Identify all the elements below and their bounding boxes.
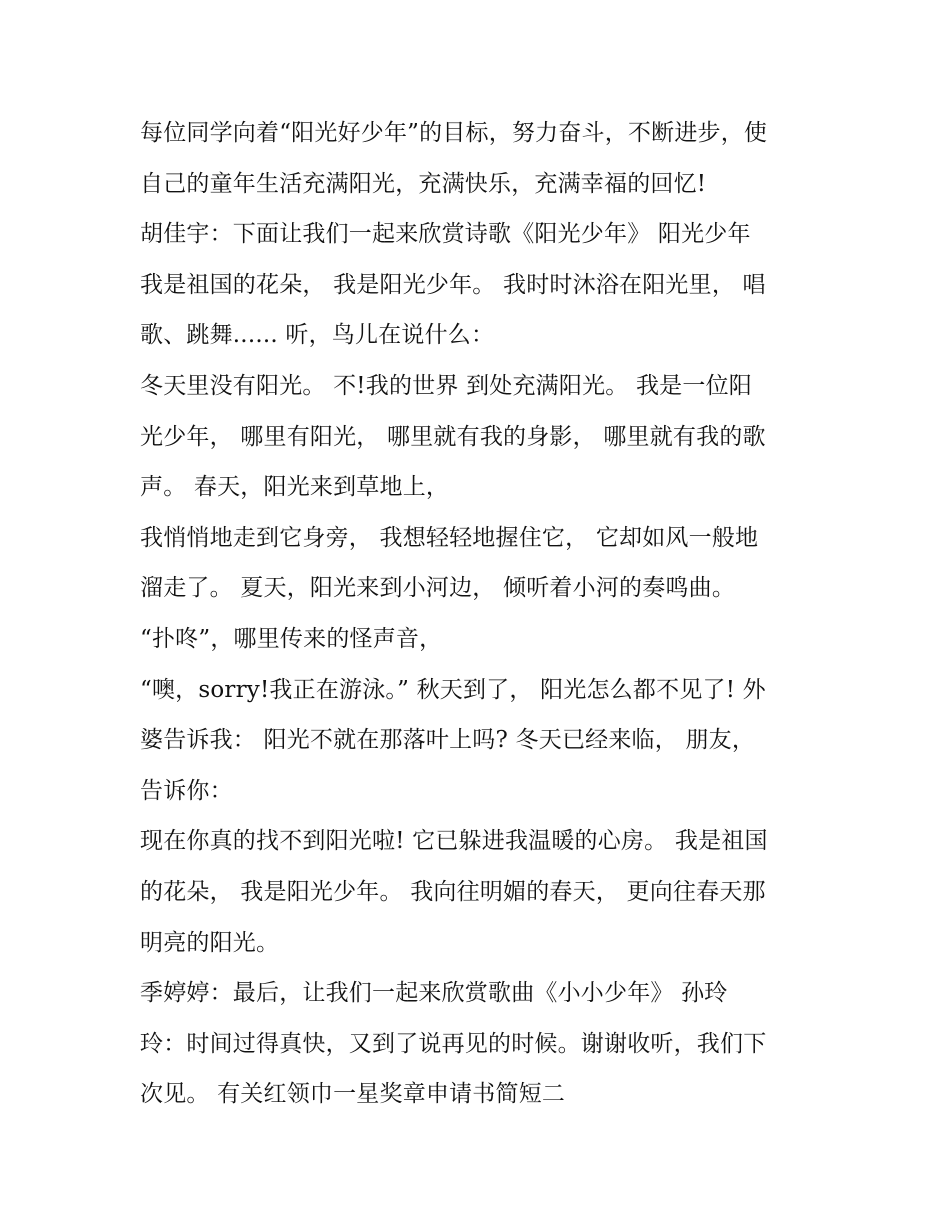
text-line: 声。 春天，阳光来到草地上， [140,474,450,501]
text-line: 光少年， 哪里有阳光， 哪里就有我的身影， 哪里就有我的歌 [140,423,766,450]
text-line: “扑咚”，哪里传来的怪声音， [140,625,443,652]
text-line: 我悄悄地走到它身旁， 我想轻轻地握住它， 它却如风一般地 [140,524,759,551]
text-line: 玲：时间过得真快，又到了说再见的时候。谢谢收听，我们下 [140,1030,767,1057]
text-line: 胡佳宇：下面让我们一起来欣赏诗歌《阳光少年》 阳光少年 [140,221,751,248]
text-line: 次见。 有关红领巾一星奖章申请书简短二 [140,1081,566,1108]
text-line: 我是祖国的花朵， 我是阳光少年。 我时时沐浴在阳光里， 唱 [140,271,766,298]
text-line: 冬天里没有阳光。 不!我的世界 到处充满阳光。 我是一位阳 [140,372,752,399]
text-line: 的花朵， 我是阳光少年。 我向往明媚的春天， 更向往春天那 [140,878,766,905]
text-line: 婆告诉我： 阳光不就在那落叶上吗? 冬天已经来临， 朋友， [140,727,756,754]
text-line: 明亮的阳光。 [140,929,280,956]
text-line: 告诉你： [140,777,233,804]
text-line: 歌、跳舞...... 听，鸟儿在说什么： [140,322,495,349]
document-body [140,108,830,1120]
text-line: 溜走了。 夏天，阳光来到小河边， 倾听着小河的奏鸣曲。 [140,575,736,602]
text-line: 季婷婷：最后，让我们一起来欣赏歌曲《小小少年》 孙玲 [140,980,728,1007]
text-line: “噢，sorry!我正在游泳。” 秋天到了， 阳光怎么都不见了! 外 [140,676,766,703]
text-line: 自己的童年生活充满阳光，充满快乐，充满幸福的回忆! [140,170,707,197]
text-line: 现在你真的找不到阳光啦! 它已躲进我温暖的心房。 我是祖国 [140,828,768,855]
text-line: 每位同学向着“阳光好少年”的目标，努力奋斗，不断进步，使 [140,120,768,146]
